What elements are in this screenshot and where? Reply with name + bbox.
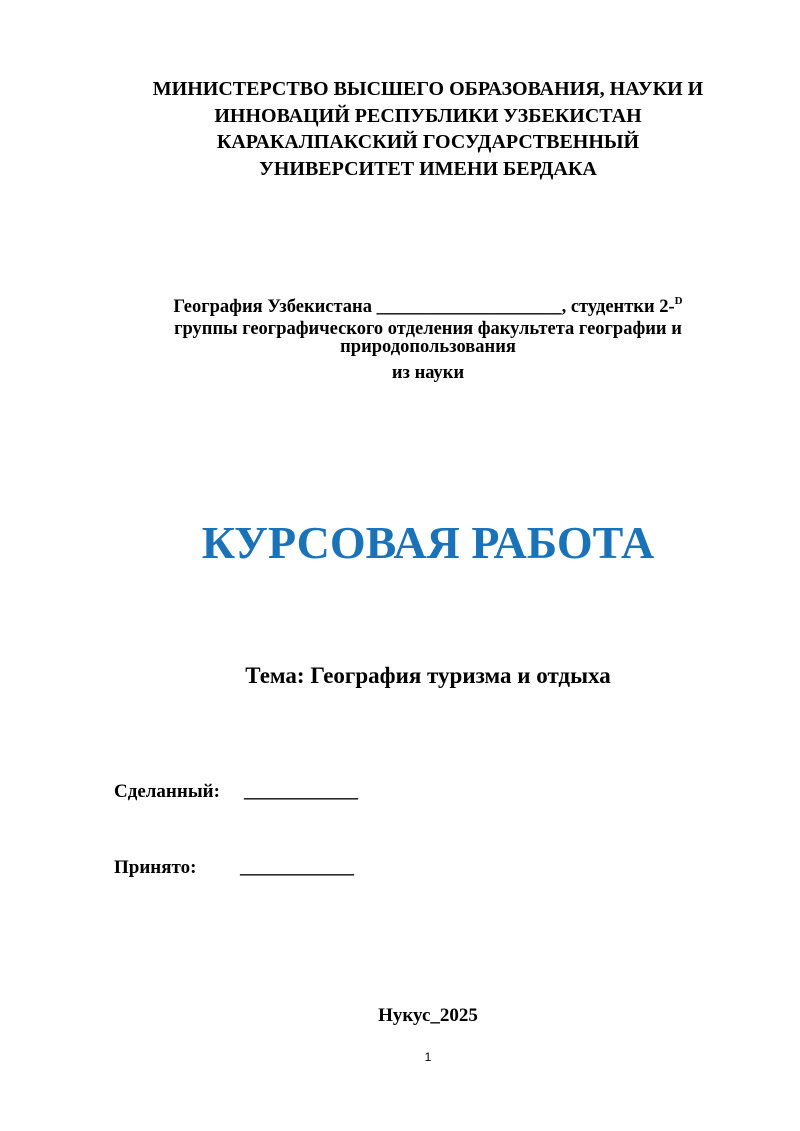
document-title: КУРСОВАЯ РАБОТА	[201, 517, 655, 568]
ministry-header-line-4: УНИВЕРСИТЕТ ИМЕНИ БЕРДАКА	[259, 157, 597, 180]
ministry-header-line-1: МИНИСТЕРСТВО ВЫСШЕГО ОБРАЗОВАНИЯ, НАУКИ И	[152, 78, 704, 100]
accepted-by-label: Принято:	[114, 857, 197, 878]
student-info-line-3: природопользования	[340, 337, 516, 357]
ministry-header	[100, 76, 756, 182]
accepted-by-blank: ____________	[240, 857, 354, 878]
done-by-field	[114, 779, 358, 805]
page-number: 1	[424, 1050, 432, 1064]
accepted-by-field	[114, 855, 354, 881]
done-by-label: Сделанный:	[114, 781, 220, 802]
student-info-line-1	[100, 293, 756, 321]
ministry-header-line-3: КАРАКАЛПАКСКИЙ ГОСУДАРСТВЕННЫЙ	[216, 131, 640, 153]
student-info-line-4: из науки	[391, 363, 465, 383]
student-info-line-2: группы географического отделения факультета географии и	[174, 319, 682, 339]
ministry-header-line-2: ИННОВАЦИЙ РЕСПУБЛИКИ УЗБЕКИСТАН	[214, 104, 642, 127]
student-info	[100, 293, 756, 385]
done-by-blank: ____________	[244, 781, 358, 802]
city-year: Нукус_2025	[378, 1005, 478, 1026]
student-info-line-1-text: География Узбекистана ____________________, студентки 2-	[173, 297, 675, 317]
group-superscript: D	[674, 295, 683, 307]
topic-line: Тема: География туризма и отдыха	[245, 663, 611, 688]
